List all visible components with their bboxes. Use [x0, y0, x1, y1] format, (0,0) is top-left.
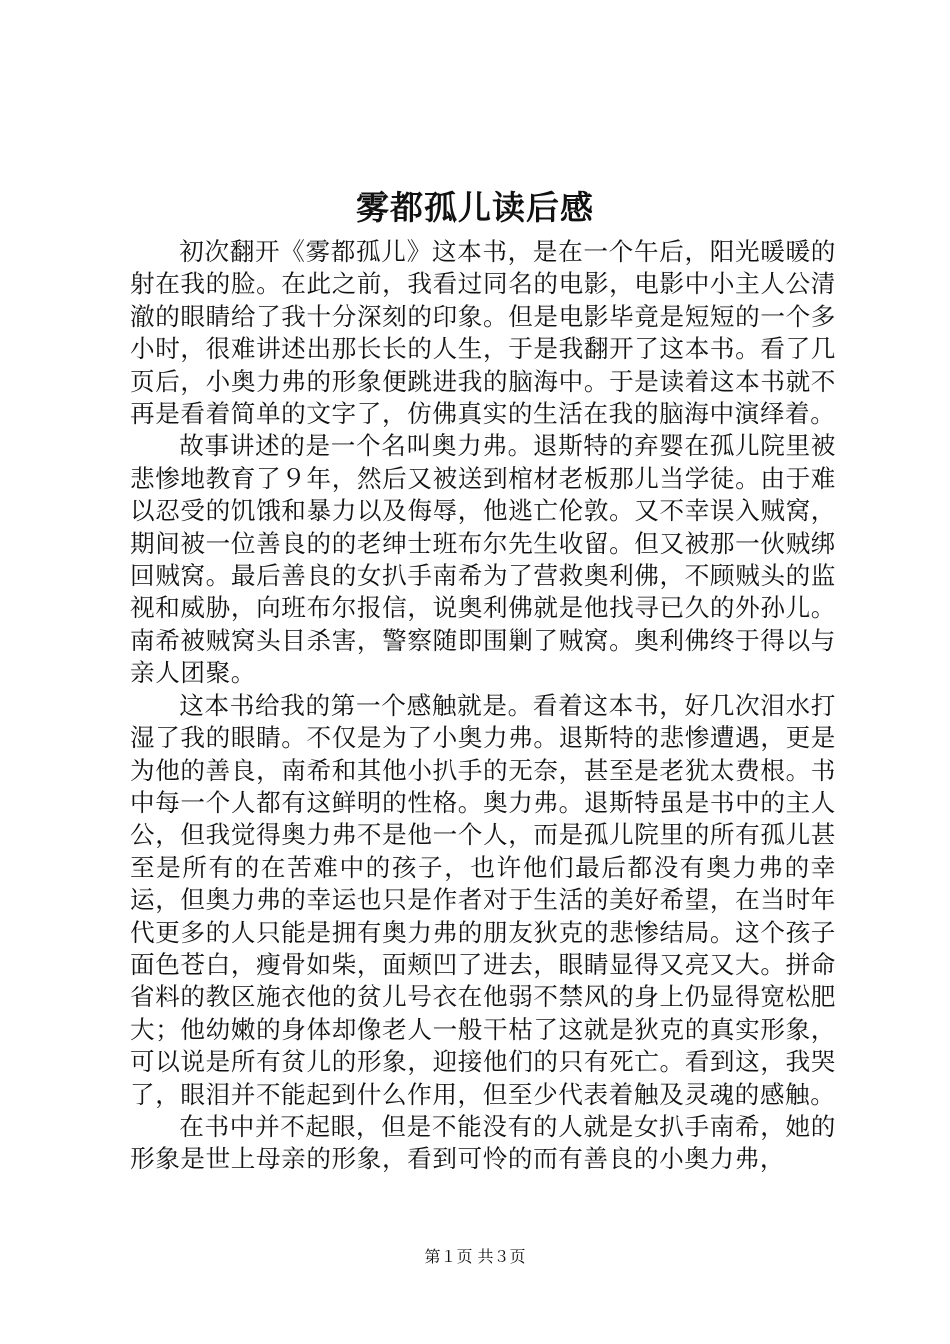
- paragraph-2: 故事讲述的是一个名叫奥力弗。退斯特的弃婴在孤儿院里被悲惨地教育了９年，然后又被送到棺材老板那儿当学徒。由于难以忍受的饥饿和暴力以及侮辱，他逃亡伦敦。又不幸误入贼窝，期间被一位善良的的老绅士班布尔先生收留。但又被那一伙贼绑回贼窝。最后善良的女扒手南希为了营救奥利佛，不顾贼头的监视和威胁，向班布尔报信，说奥利佛就是他找寻已久的外孙儿。南希被贼窝头目杀害，警察随即围剿了贼窝。奥利佛终于得以与亲人团聚。: [130, 431, 836, 688]
- page-number-footer: 第１页 共３页: [424, 1247, 526, 1266]
- paragraph-4: 在书中并不起眼，但是不能没有的人就是女扒手南希，她的形象是世上母亲的形象，看到可怜的而有善良的小奥力弗，: [130, 1111, 836, 1174]
- paragraph-3: 这本书给我的第一个感触就是。看着这本书，好几次泪水打湿了我的眼睛。不仅是为了小奥力弗。退斯特的悲惨遭遇，更是为他的善良，南希和其他小扒手的无奈，甚至是老犹太费根。书中每一个人都有这鲜明的性格。奥力弗。退斯特虽是书中的主人公，但我觉得奥力弗不是他一个人，而是孤儿院里的所有孤儿甚至是所有的在苦难中的孩子，也许他们最后都没有奥力弗的幸运，但奥力弗的幸运也只是作者对于生活的美好希望，在当时年代更多的人只能是拥有奥力弗的朋友狄克的悲惨结局。这个孩子面色苍白，瘦骨如柴，面颊凹了进去，眼睛显得又亮又大。拼命省料的教区施衣他的贫儿号衣在他弱不禁风的身上仍显得宽松肥大；他幼嫩的身体却像老人一般干枯了这就是狄克的真实形象，可以说是所有贫儿的形象，迎接他们的只有死亡。看到这，我哭了，眼泪并不能起到什么作用，但至少代表着触及灵魂的感触。: [130, 690, 836, 1109]
- paragraph-1: 初次翻开《雾都孤儿》这本书，是在一个午后，阳光暖暖的射在我的脸。在此之前，我看过同名的电影，电影中小主人公清澈的眼睛给了我十分深刻的印象。但是电影毕竟是短短的一个多小时，很难讲述出那长长的人生，于是我翻开了这本书。看了几页后，小奥力弗的形象便跳进我的脑海中。于是读着这本书就不再是看着简单的文字了，仿佛真实的生活在我的脑海中演绎着。: [130, 237, 836, 429]
- document-body: [130, 236, 836, 1176]
- document-title: 雾都孤儿读后感: [356, 188, 594, 227]
